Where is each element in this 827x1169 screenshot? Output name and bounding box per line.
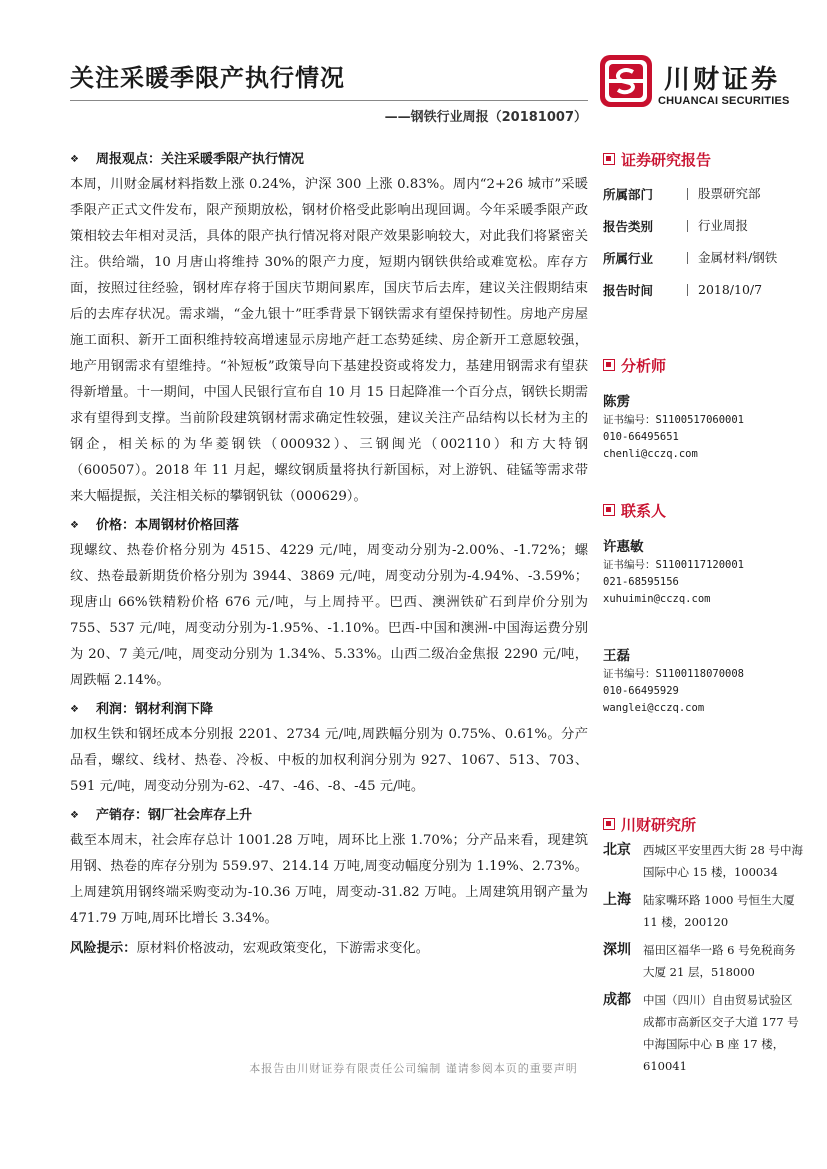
office-shenzhen: 深圳 福田区福华一路 6 号免税商务大厦 21 层，518000: [603, 942, 796, 979]
square-bullet-icon: [603, 359, 615, 371]
price-paragraph: 现螺纹、热卷价格分别为 4515、4229 元/吨，周变动分别为-2.00%、-1.72%；螺纹、热卷最新期货价格分别为 3944、3869 元/吨，周变动分别为-4.94%、-3.59%；现唐山 66%铁精粉价格 676 元/吨，与上周持平。巴西、澳洲铁矿石到岸价分别为 755、537 元/吨，周变动分别为-1.95%、-1.10%。巴西-中国和澳洲-中国海运费分别为 20、7 美元/吨，周变动分别为 1.34%、5.33%。山西二级冶金焦报 2290 元/吨，周跌幅 2.14%。: [70, 543, 588, 688]
office-shanghai: 上海 陆家嘴环路 1000 号恒生大厦 11 楼，200120: [603, 892, 795, 929]
page-title: 关注采暖季限产执行情况: [70, 64, 345, 92]
report-heading: 证券研究报告: [603, 148, 803, 170]
diamond-bullet-icon: ❖: [70, 520, 79, 531]
contact-email: wanglei@cczq.com: [603, 702, 705, 714]
analyst-email: chenli@cczq.com: [603, 448, 698, 460]
title-divider: [70, 100, 588, 101]
contact-phone: 021-68595156: [603, 576, 679, 588]
risk-text: 原材料价格波动，宏观政策变化，下游需求变化。: [136, 941, 430, 956]
square-bullet-icon: [603, 818, 615, 830]
contact-card: [603, 535, 803, 608]
square-bullet-icon: [603, 504, 615, 516]
main-content: [70, 148, 588, 966]
section-heading-price: ❖ 价格：本周钢材价格回落: [70, 514, 588, 538]
profit-paragraph: 加权生铁和钢坯成本分别报 2201、2734 元/吨,周跌幅分别为 0.75%、0.61%。分产品看，螺纹、线材、热卷、冷板、中板的加权利润分别为 927、1067、513、703、591 元/吨，周变动分别为-62、-47、-46、-8、-45 元/吨。: [70, 727, 588, 794]
risk-note: [70, 936, 588, 962]
inventory-paragraph: 截至本周末，社会库存总计 1001.28 万吨，周环比上涨 1.70%；分产品来看，现建筑用钢、热卷的库存分别为 559.97、214.14 万吨,周变动幅度分别为 1.19%、2.73%。上周建筑用钢终端采购变动为-10.36 万吨，周变动-31.82 万吨。上周建筑用钢产量为 471.79 万吨,周环比增长 3.34%。: [70, 833, 588, 926]
company-logo: [600, 55, 800, 115]
info-row-category: 报告类别 行业周报: [603, 218, 749, 234]
sidebar: [603, 148, 803, 1083]
section-heading-profit: ❖ 利润：钢材利润下降: [70, 698, 588, 722]
info-row-department: 所属部门 股票研究部: [603, 186, 761, 202]
diamond-bullet-icon: ❖: [70, 810, 79, 821]
section-heading-inventory: ❖ 产销存：钢厂社会库存上升: [70, 804, 588, 828]
analyst-card: [603, 390, 803, 463]
info-row-date: 报告时间 2018/10/7: [603, 282, 763, 298]
analyst-heading: 分析师: [603, 354, 803, 376]
info-row-industry: 所属行业 金属材料/钢铁: [603, 250, 778, 266]
office-beijing: 北京 西城区平安里西大街 28 号中海国际中心 15 楼，100034: [603, 842, 803, 879]
analyst-cert: 证书编号：S1100517060001: [603, 414, 745, 426]
contact-phone: 010-66495929: [603, 685, 679, 697]
contact-card: [603, 644, 803, 717]
page-footer: 本报告由川财证券有限责任公司编制 谨请参阅本页的重要声明: [249, 1062, 578, 1075]
logo-english-name: CHUANCAI SECURITIES: [658, 95, 790, 107]
contact-email: xuhuimin@cczq.com: [603, 593, 711, 605]
contact-cert: 证书编号：S1100118070008: [603, 668, 745, 680]
chuancai-logo-icon: [600, 55, 652, 107]
contact-heading: 联系人: [603, 499, 803, 521]
page-subtitle: ——钢铁行业周报（20181007）: [384, 110, 587, 125]
section-heading-views: ❖ 周报观点：关注采暖季限产执行情况: [70, 148, 588, 172]
analyst-phone: 010-66495651: [603, 431, 679, 443]
diamond-bullet-icon: ❖: [70, 154, 79, 165]
contact-name: 许惠敏: [603, 539, 644, 555]
contact-cert: 证书编号：S1100117120001: [603, 559, 745, 571]
square-bullet-icon: [603, 153, 615, 165]
views-paragraph: 本周，川财金属材料指数上涨 0.24%，沪深 300 上涨 0.83%。周内“2+26 城市”采暖季限产正式文件发布，限产预期放松，钢材价格受此影响出现回调。今年采暖季限产政策相较去年相对灵活，具体的限产执行情况将对限产效果影响较大，对此我们将紧密关注。供给端，10 月唐山将维持 30%的限产力度，短期内钢铁供给或难宽松。库存方面，按照过往经验，钢材库存将于国庆节期间累库，国庆节后去库，建议关注假期结束后的去库存状况。需求端，“金九银十”旺季背景下钢铁需求有望保持韧性。房地产房屋施工面积、新开工面积维持较高增速显示房地产赶工态势延续、房企新开工意愿较强，地产用钢需求有望维持。“补短板”政策导向下基建投资或将发力，基建用钢需求有望获得新增量。十一期间，中国人民银行宣布自 10 月 15 日起降准一个百分点，钢铁长期需求有望得到支撑。当前阶段建筑钢材需求确定性较强，建议关注产品结构以长材为主的钢企，相关标的为华菱钢铁（000932）、三钢闽光（002110）和方大特钢（600507）。2018 年 11 月起，螺纹钢质量将执行新国标，对上游钒、硅锰等需求带来大幅提振，关注相关标的攀钢钒钛（000629）。: [70, 177, 588, 504]
institute-heading: 川财研究所: [603, 813, 803, 835]
analyst-name: 陈雳: [603, 394, 630, 410]
diamond-bullet-icon: ❖: [70, 704, 79, 715]
logo-chinese-name: 川财证券: [664, 65, 781, 95]
contact-name: 王磊: [603, 648, 630, 664]
office-chengdu: 成都 中国（四川）自由贸易试验区成都市高新区交子大道 177 号中海国际中心 B 座 17 楼，610041: [603, 992, 799, 1073]
risk-label: 风险提示：: [70, 941, 137, 956]
